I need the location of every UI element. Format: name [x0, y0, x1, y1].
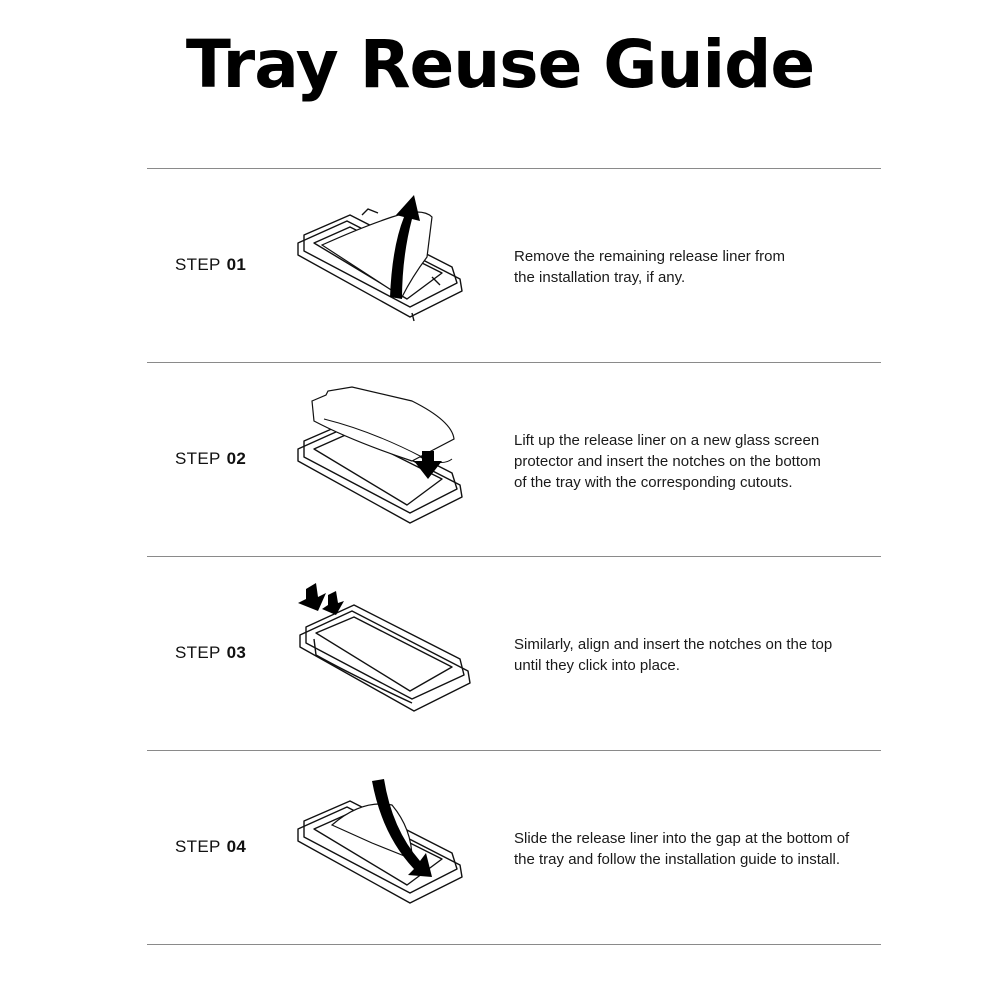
step-label: [175, 449, 246, 469]
step-word: STEP: [175, 643, 221, 662]
tray-remove-liner-icon: [292, 187, 482, 347]
step-word: STEP: [175, 449, 221, 468]
page-title: Tray Reuse Guide: [185, 26, 815, 103]
tray-slide-liner-icon: [292, 769, 482, 929]
step-number: 03: [226, 643, 247, 662]
description-line: Remove the remaining release liner from: [514, 248, 785, 265]
steps-list: [147, 168, 881, 945]
description-line: until they click into place.: [514, 657, 680, 674]
step-label: [175, 837, 246, 857]
step-label: [175, 255, 246, 275]
step-label: [175, 643, 246, 663]
step-word: STEP: [175, 255, 221, 274]
step-number: 02: [226, 449, 247, 468]
step-number: 04: [226, 837, 247, 856]
description-line: Lift up the release liner on a new glass screen: [514, 432, 820, 449]
description-line: Similarly, align and insert the notches on the top: [514, 636, 833, 653]
step-description: [514, 430, 874, 493]
step-word: STEP: [175, 837, 221, 856]
description-line: of the tray with the corresponding cutouts.: [514, 474, 793, 491]
step-number: 01: [226, 255, 247, 274]
step-01: [147, 169, 881, 363]
step-04: [147, 751, 881, 945]
step-03: [147, 557, 881, 751]
tray-insert-top-notches-icon: [292, 575, 482, 735]
step-description: [514, 634, 874, 676]
description-line: the installation tray, if any.: [514, 269, 686, 286]
tray-insert-bottom-notches-icon: [292, 381, 482, 541]
step-description: [514, 828, 874, 870]
description-line: Slide the release liner into the gap at the bottom of: [514, 830, 850, 847]
step-02: [147, 363, 881, 557]
step-description: [514, 246, 874, 288]
description-line: protector and insert the notches on the bottom: [514, 453, 821, 470]
description-line: the tray and follow the installation guide to install.: [514, 851, 841, 868]
